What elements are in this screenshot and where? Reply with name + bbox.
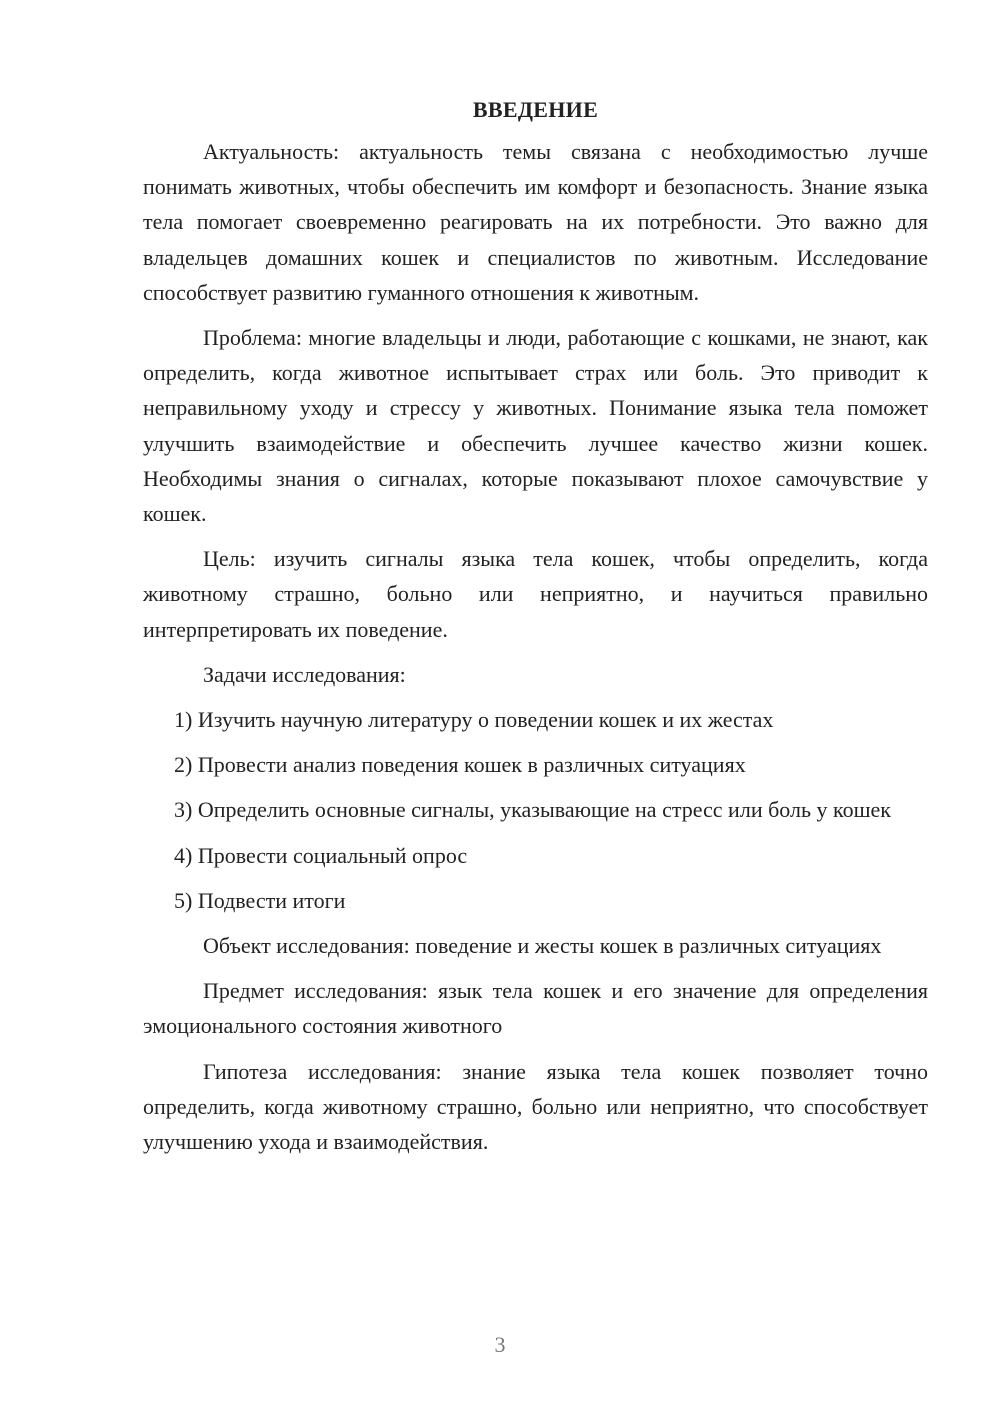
- paragraph-relevance: Актуальность: актуальность темы связана с необходимостью лучше понимать животных, чтобы обеспечить им комфорт и безопасность. Знание языка тела помогает своевременно реагировать на их потребности. Это важно для владельцев домашних кошек и специалистов по животным. Исследование способствует развитию гуманного отношения к животным.: [143, 139, 928, 305]
- page-title: ВВЕДЕНИЕ: [472, 97, 599, 122]
- document-page: [143, 92, 928, 1169]
- page-number: 3: [494, 1332, 506, 1357]
- paragraph-hypothesis: Гипотеза исследования: знание языка тела кошек позволяет точно определить, когда животному страшно, больно или неприятно, что способствует улучшению ухода и взаимодействия.: [143, 1058, 928, 1155]
- paragraph-problem: Проблема: многие владельцы и люди, работающие с кошками, не знают, как определить, когда животное испытывает страх или боль. Это приводит к неправильному уходу и стрессу у животных. Понимание языка тела поможет улучшить взаимодействие и обеспечить лучшее качество жизни кошек. Необходимы знания о сигналах, которые показывают плохое самочувствие у кошек.: [143, 325, 928, 527]
- task-item-1: 1) Изучить научную литературу о поведении кошек и их жестах: [174, 707, 774, 733]
- paragraph-goal: Цель: изучить сигналы языка тела кошек, чтобы определить, когда животному страшно, больно или неприятно, и научиться правильно интерпретировать их поведение.: [143, 546, 928, 642]
- task-item-4: 4) Провести социальный опрос: [174, 842, 468, 868]
- task-item-2: 2) Провести анализ поведения кошек в различных ситуациях: [174, 752, 746, 778]
- task-item-5: 5) Подвести итоги: [174, 887, 346, 913]
- paragraph-object: Объект исследования: поведение и жесты кошек в различных ситуациях: [203, 933, 882, 959]
- paragraph-tasks-intro: Задачи исследования:: [203, 661, 406, 687]
- task-item-3: 3) Определить основные сигналы, указывающие на стресс или боль у кошек: [174, 797, 891, 823]
- paragraph-subject: Предмет исследования: язык тела кошек и его значение для определения эмоционального состояния животного: [143, 978, 928, 1039]
